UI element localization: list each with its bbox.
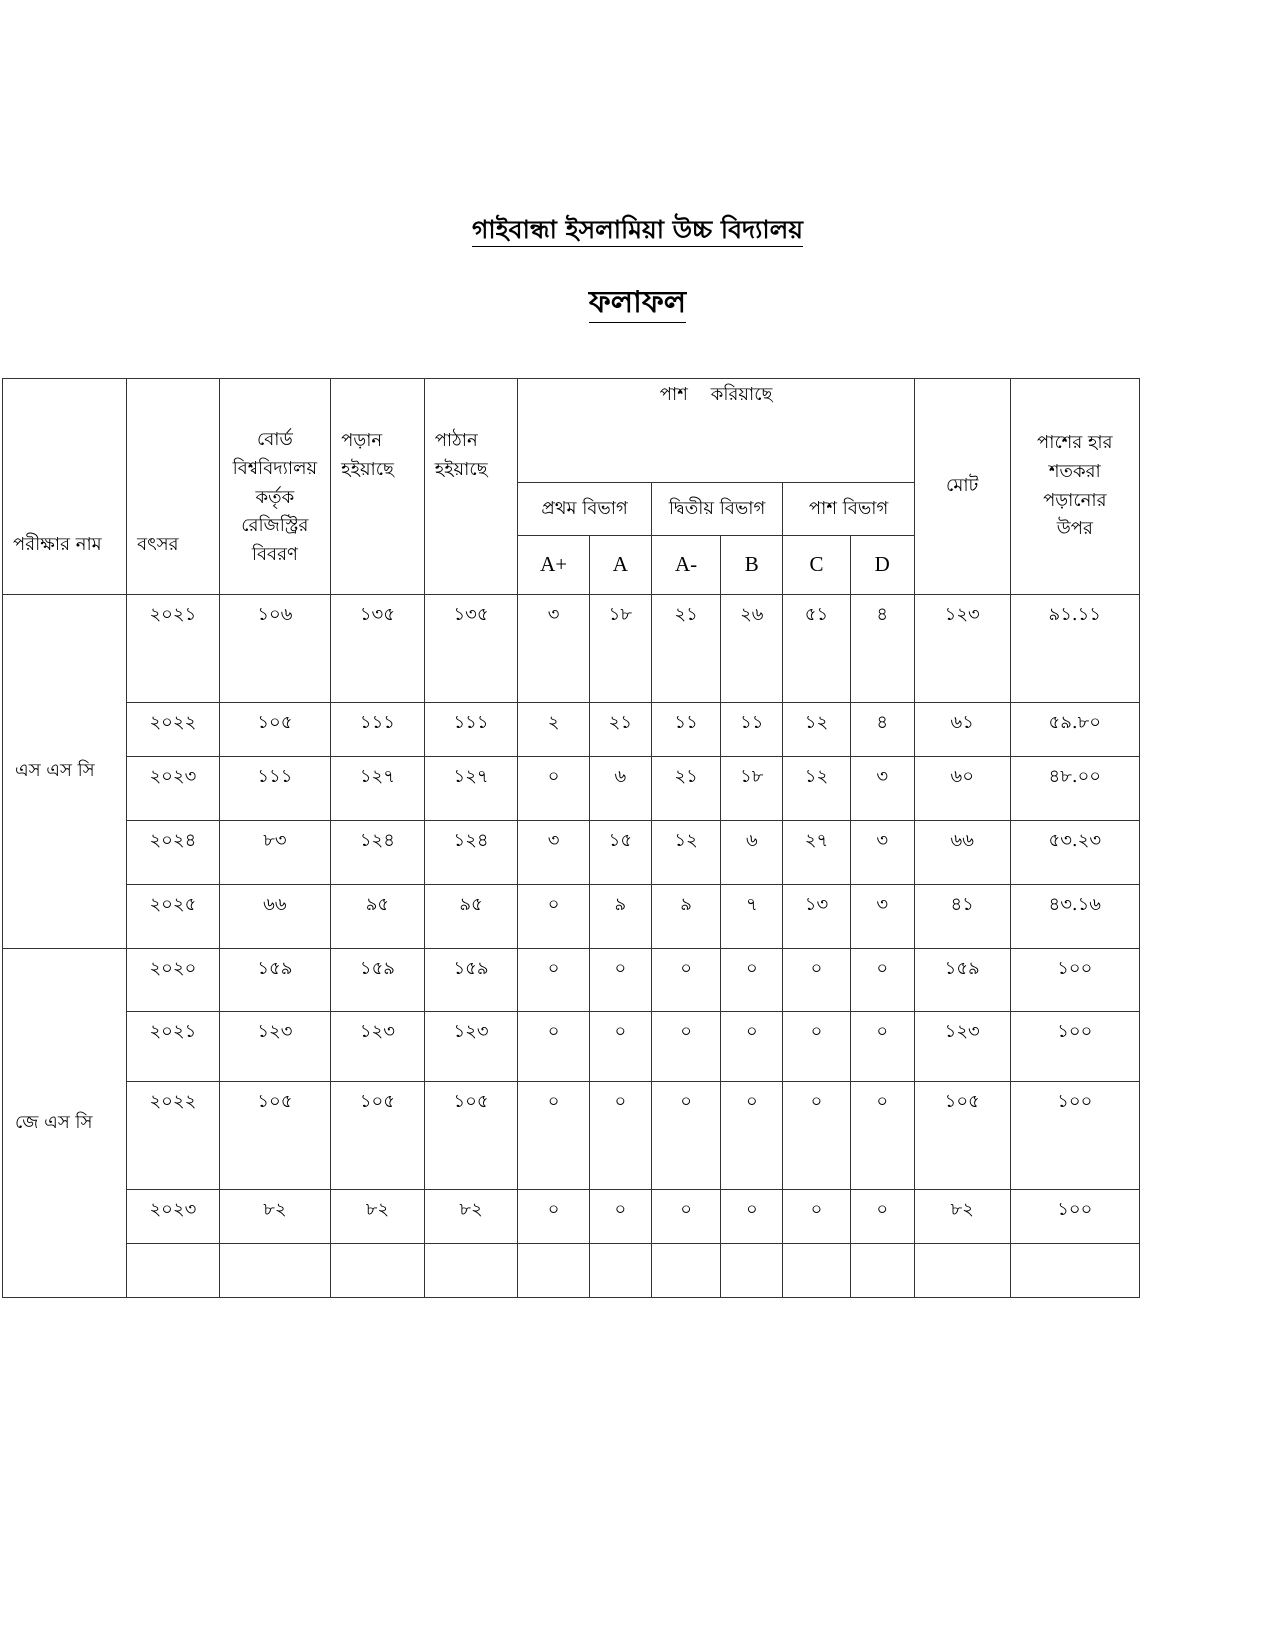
table-cell: ০ [518,757,590,821]
table-cell: ১৩ [783,885,850,949]
table-cell: ২০২৪ [127,821,220,885]
table-cell: ৮২ [424,1190,518,1244]
table-cell: ১৫ [589,821,651,885]
table-cell: ১২৩ [331,1012,425,1082]
table-cell: ৪ [850,595,914,703]
table-cell: ১৮ [589,595,651,703]
header-grade-c: C [783,536,850,595]
table-row [3,757,1140,821]
table-cell: ১০৬ [219,595,330,703]
empty-cell [914,1244,1010,1298]
table-cell: ০ [850,1012,914,1082]
table-cell: ০ [651,949,720,1012]
table-cell: ১৩৫ [331,595,425,703]
table-cell: ০ [721,1082,783,1190]
table-cell: ৯ [651,885,720,949]
table-cell: ২১ [651,757,720,821]
table-cell: ১১ [651,703,720,757]
header-exam-name: পরীক্ষার নাম [3,379,127,595]
table-cell: ২৭ [783,821,850,885]
table-cell: ০ [783,1082,850,1190]
table-cell: ০ [783,1012,850,1082]
table-cell: ৮২ [914,1190,1010,1244]
empty-cell [331,1244,425,1298]
table-cell: ০ [589,949,651,1012]
table-row [3,1012,1140,1082]
table-cell: ৩ [518,821,590,885]
table-cell: ২০২২ [127,1082,220,1190]
table-cell: ২১ [651,595,720,703]
table-cell: ০ [589,1082,651,1190]
table-cell: ০ [850,1082,914,1190]
table-cell: ১৫৯ [914,949,1010,1012]
table-cell: ০ [518,885,590,949]
table-cell: ১২ [651,821,720,885]
empty-cell [424,1244,518,1298]
table-cell: ১৫৯ [219,949,330,1012]
header-pass-division: পাশ বিভাগ [783,483,915,536]
empty-cell [721,1244,783,1298]
table-body [3,595,1140,1298]
table-cell: ৬০ [914,757,1010,821]
table-cell: ১২৭ [331,757,425,821]
table-cell: ১২৪ [424,821,518,885]
table-cell: ৮২ [331,1190,425,1244]
table-cell: ১০০ [1010,1082,1139,1190]
table-cell: ৩ [850,885,914,949]
exam-name-cell: এস এস সি [3,595,127,949]
table-cell: ৬ [721,821,783,885]
empty-cell [518,1244,590,1298]
table-cell: ৬৬ [219,885,330,949]
table-cell: ১০৫ [331,1082,425,1190]
table-cell: ২০২১ [127,1012,220,1082]
table-cell: ১১১ [424,703,518,757]
header-passed: পাশ করিয়াছে [518,379,915,483]
empty-cell [127,1244,220,1298]
table-cell: ৬ [589,757,651,821]
table-row [3,821,1140,885]
table-cell: ১৫৯ [424,949,518,1012]
table-cell: ৯ [589,885,651,949]
table-cell: ১২ [783,757,850,821]
table-cell: ৪ [850,703,914,757]
table-cell: ০ [589,1012,651,1082]
page-heading-text: ফলাফল [589,285,686,323]
table-cell: ০ [783,949,850,1012]
table-cell: ১২৩ [914,595,1010,703]
school-name-text: গাইবান্ধা ইসলামিয়া উচ্চ বিদ্যালয় [472,215,803,247]
table-cell: ০ [518,1012,590,1082]
table-cell: ০ [783,1190,850,1244]
page-heading [0,278,1275,329]
table-row [3,1082,1140,1190]
table-cell: ২৬ [721,595,783,703]
table-cell: ৮২ [219,1190,330,1244]
header-grade-a-minus: A- [651,536,720,595]
table-cell: ১০০ [1010,1190,1139,1244]
school-name [0,210,1275,253]
table-cell: ২০২০ [127,949,220,1012]
table-row [3,885,1140,949]
empty-row [3,1244,1140,1298]
empty-cell [850,1244,914,1298]
header-grade-b: B [721,536,783,595]
table-cell: ০ [518,1190,590,1244]
table-cell: ০ [721,1190,783,1244]
table-header [3,379,1140,595]
table-cell: ৩ [518,595,590,703]
table-cell: ৩ [850,757,914,821]
table-cell: ০ [721,949,783,1012]
table-cell: ৬১ [914,703,1010,757]
table-cell: ০ [721,1012,783,1082]
header-grade-a: A [589,536,651,595]
table-row [3,949,1140,1012]
exam-name-cell: জে এস সি [3,949,127,1298]
header-grade-d: D [850,536,914,595]
table-cell: ১০৫ [219,1082,330,1190]
header-registration: বোর্ড বিশ্ববিদ্যালয় কর্তৃক রেজিস্ট্রির বিবরণ [219,379,330,595]
table-cell: ১২৩ [424,1012,518,1082]
table-cell: ১১১ [219,757,330,821]
table-cell: ০ [850,949,914,1012]
table-cell: ০ [651,1012,720,1082]
table-cell: ৯৫ [331,885,425,949]
results-table [2,378,1140,1298]
table-cell: ৬৬ [914,821,1010,885]
table-cell: ৫১ [783,595,850,703]
table-cell: ৪৩.১৬ [1010,885,1139,949]
empty-cell [589,1244,651,1298]
table-cell: ০ [518,1082,590,1190]
empty-cell [783,1244,850,1298]
empty-cell [1010,1244,1139,1298]
table-cell: ২০২২ [127,703,220,757]
empty-cell [651,1244,720,1298]
table-cell: ৫৯.৮০ [1010,703,1139,757]
empty-cell [219,1244,330,1298]
table-cell: ৯৫ [424,885,518,949]
table-cell: ০ [651,1082,720,1190]
table-cell: ১০০ [1010,1012,1139,1082]
table-cell: ৭ [721,885,783,949]
table-cell: ১০৫ [424,1082,518,1190]
table-cell: ১২৭ [424,757,518,821]
header-taught: পড়ান হইয়াছে [331,379,425,595]
table-cell: ১৮ [721,757,783,821]
table-cell: ৯১.১১ [1010,595,1139,703]
table-cell: ০ [589,1190,651,1244]
table-cell: ২০২১ [127,595,220,703]
table-cell: ১৫৯ [331,949,425,1012]
table-cell: ১০৫ [219,703,330,757]
table-cell: ২০২৩ [127,757,220,821]
header-sent: পাঠান হইয়াছে [424,379,518,595]
table-cell: ০ [651,1190,720,1244]
table-cell: ৪১ [914,885,1010,949]
table-row [3,595,1140,703]
header-first-division: প্রথম বিভাগ [518,483,652,536]
table-cell: ৮৩ [219,821,330,885]
table-cell: ১২৩ [914,1012,1010,1082]
table-cell: ১২৩ [219,1012,330,1082]
header-grade-a-plus: A+ [518,536,590,595]
header-year: বৎসর [127,379,220,595]
table-cell: ২ [518,703,590,757]
table-cell: ১১১ [331,703,425,757]
table-cell: ১১ [721,703,783,757]
table-cell: ০ [518,949,590,1012]
header-second-division: দ্বিতীয় বিভাগ [651,483,782,536]
table-cell: ৩ [850,821,914,885]
header-pass-rate: পাশের হার শতকরা পড়ানোর উপর [1010,379,1139,595]
table-cell: ১২ [783,703,850,757]
header-total: মোট [914,379,1010,595]
table-cell: ১৩৫ [424,595,518,703]
table-cell: ১০০ [1010,949,1139,1012]
table-cell: ১০৫ [914,1082,1010,1190]
table-cell: ০ [850,1190,914,1244]
table-cell: ২১ [589,703,651,757]
table-row [3,1190,1140,1244]
table-cell: ২০২৩ [127,1190,220,1244]
table-cell: ২০২৫ [127,885,220,949]
table-cell: ৪৮.০০ [1010,757,1139,821]
table-cell: ৫৩.২৩ [1010,821,1139,885]
table-row [3,703,1140,757]
table-cell: ১২৪ [331,821,425,885]
